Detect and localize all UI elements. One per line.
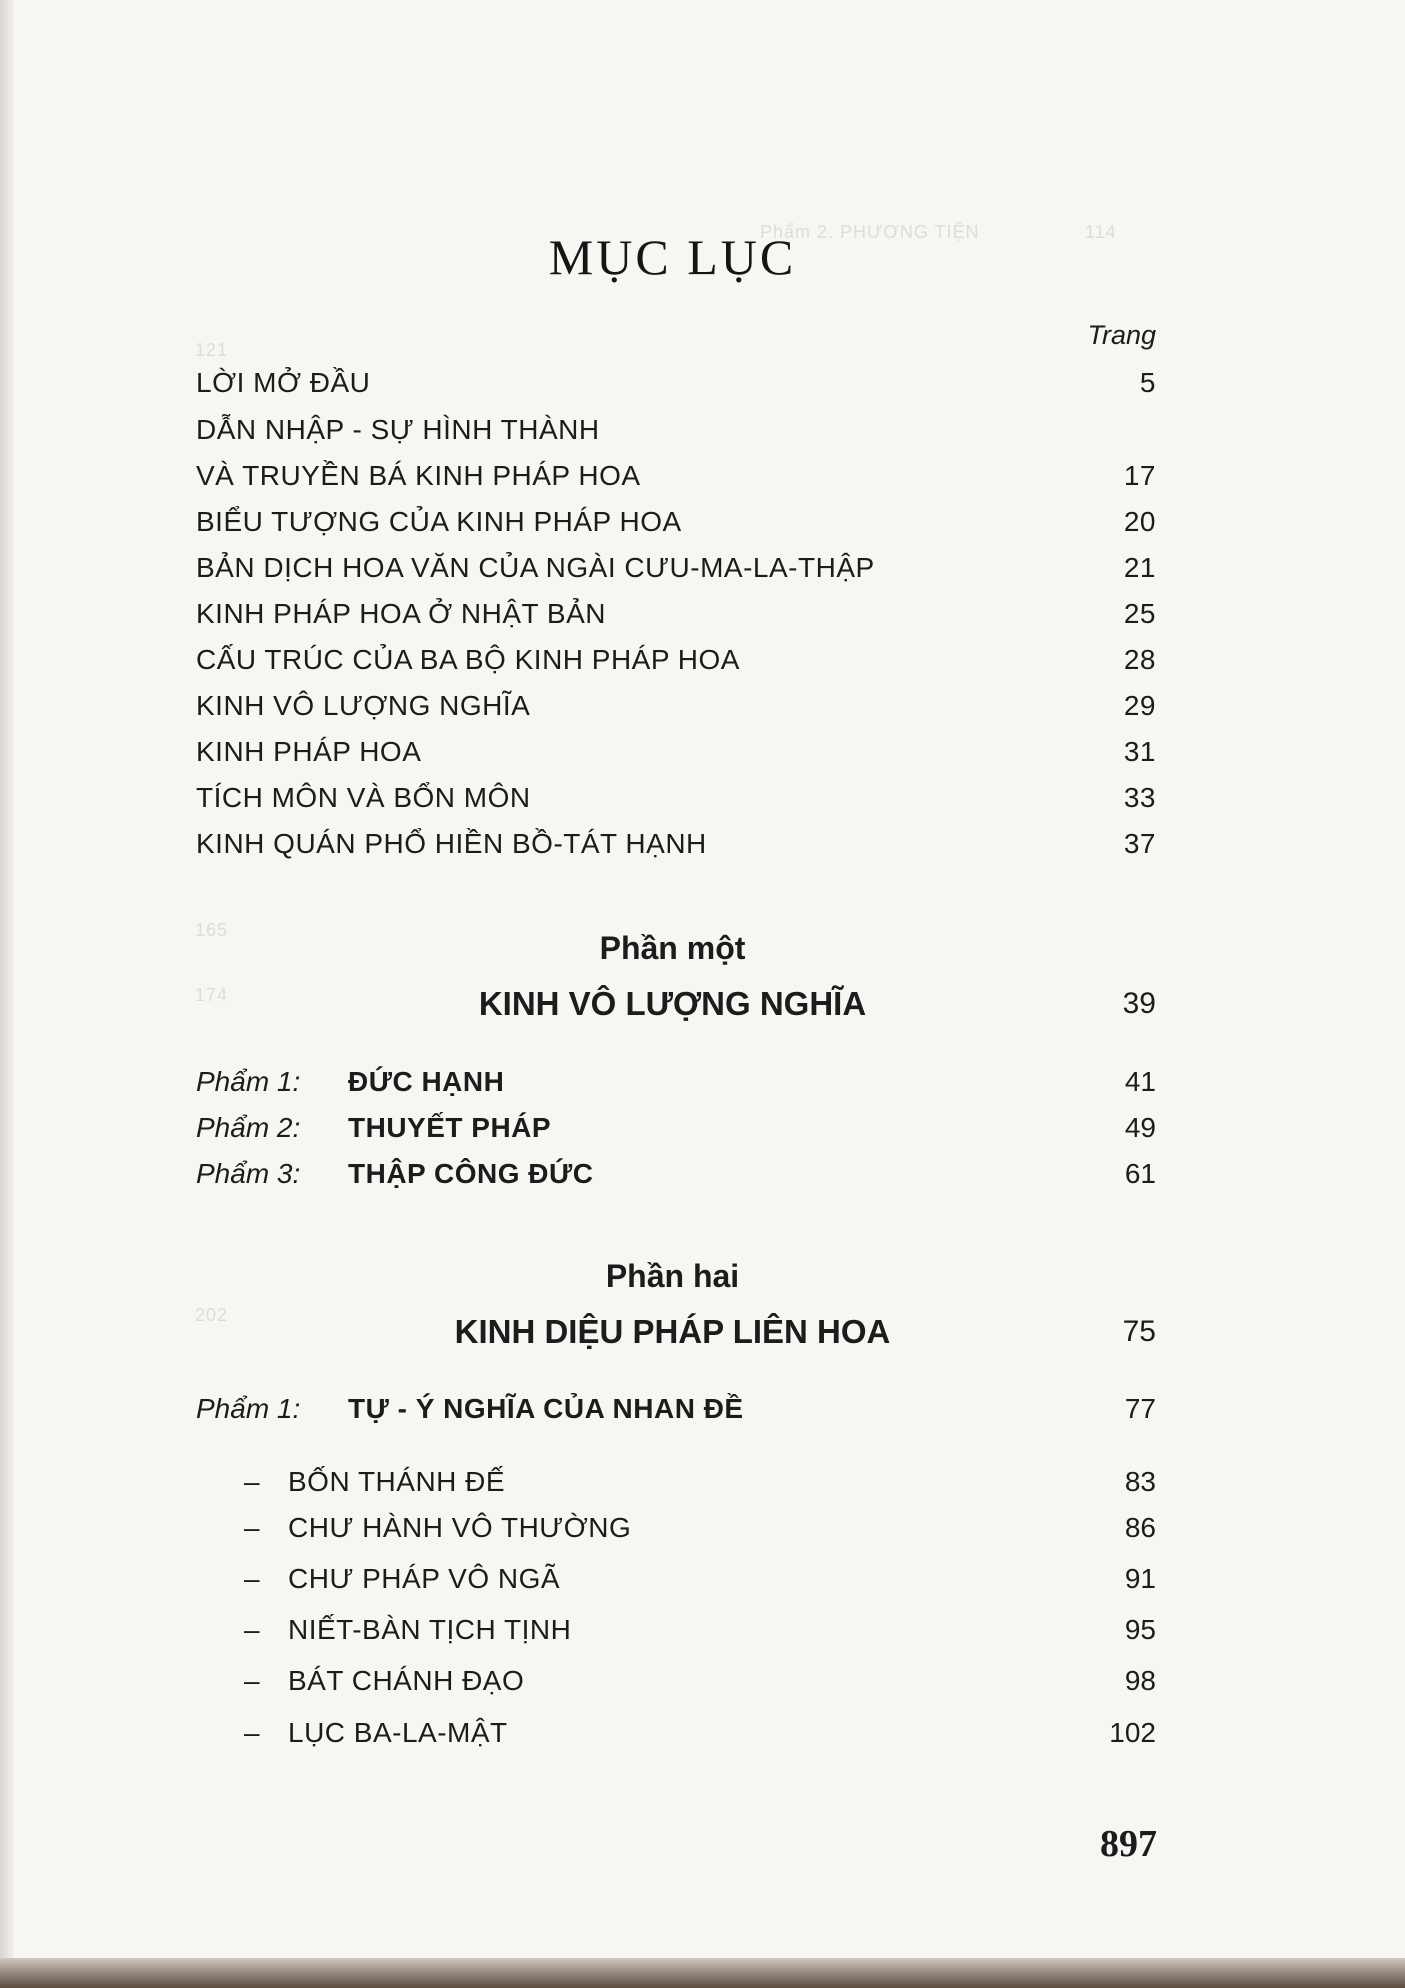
toc-entry: [196, 690, 1156, 730]
toc-entry-title: TÍCH MÔN VÀ BỔN MÔN: [196, 782, 531, 813]
subsection-page: 95: [1124, 1614, 1156, 1645]
bleed-page: 174: [195, 985, 229, 1005]
dash-bullet: –: [244, 1466, 260, 1497]
toc-entry: [196, 736, 1156, 776]
page-edge-bottom: [0, 1958, 1405, 1988]
part-two-title: KINH DIỆU PHÁP LIÊN HOA: [454, 1313, 891, 1350]
toc-entry: [196, 552, 1156, 592]
subsection-title: CHƯ PHÁP VÔ NGÃ: [288, 1563, 561, 1594]
dash-bullet: –: [244, 1665, 260, 1696]
subsection-title: NIẾT-BÀN TỊCH TỊNH: [288, 1614, 572, 1645]
toc-entry-page: 21: [1123, 552, 1156, 583]
bleed-page: 202: [195, 1305, 229, 1325]
chapter-page: 61: [1124, 1158, 1156, 1189]
subsection-title: BỐN THÁNH ĐẾ: [288, 1466, 506, 1497]
toc-entry: [196, 644, 1156, 684]
subsection-page: 91: [1124, 1563, 1156, 1594]
subsection-page: 86: [1124, 1512, 1156, 1543]
toc-entry-title: KINH PHÁP HOA: [196, 736, 422, 767]
subsection-page: 102: [1109, 1717, 1156, 1748]
subsection-page: 83: [1124, 1466, 1156, 1497]
toc-entry-title: BIỂU TƯỢNG CỦA KINH PHÁP HOA: [196, 506, 682, 537]
chapter-label: Phẩm 1:: [196, 1393, 301, 1424]
page-number: 897: [1100, 1823, 1157, 1865]
toc-entry-page: 37: [1123, 828, 1156, 859]
subsection-entry: [244, 1512, 1156, 1552]
toc-entry-page: 25: [1123, 598, 1156, 629]
page-column-label: Trang: [1087, 320, 1156, 350]
chapter-entry: [196, 1393, 1156, 1433]
subsection-page: 98: [1124, 1665, 1156, 1696]
toc-entry-page: 5: [1139, 367, 1156, 398]
chapter-label: Phẩm 2:: [196, 1112, 301, 1143]
chapter-title: ĐỨC HẠNH: [348, 1066, 505, 1097]
toc-entry-title: DẪN NHẬP - SỰ HÌNH THÀNH: [196, 414, 600, 445]
toc-entry: [196, 782, 1156, 822]
chapter-entry: [196, 1158, 1156, 1198]
toc-entry-title: KINH QUÁN PHỔ HIỀN BỒ-TÁT HẠNH: [196, 828, 707, 859]
chapter-page: 77: [1124, 1393, 1156, 1424]
toc-entry: [196, 414, 1156, 454]
chapter-title: TỰ - Ý NGHĨA CỦA NHAN ĐỀ: [348, 1393, 744, 1424]
dash-bullet: –: [244, 1614, 260, 1645]
part-one-page: 39: [1122, 987, 1156, 1020]
subsection-entry: [244, 1665, 1156, 1705]
page-title: MỤC LỤC: [548, 229, 797, 285]
bleed-page: 165: [195, 920, 229, 940]
bleed-page: 114: [1085, 222, 1117, 242]
chapter-page: 49: [1124, 1112, 1156, 1143]
part-two-page: 75: [1122, 1315, 1156, 1348]
toc-entry: [196, 506, 1156, 546]
toc-entry-page: 20: [1123, 506, 1156, 537]
toc-entry-page: 31: [1123, 736, 1156, 767]
chapter-title: THẬP CÔNG ĐỨC: [348, 1158, 594, 1189]
toc-entry-title: KINH PHÁP HOA Ở NHẬT BẢN: [196, 598, 606, 629]
toc-entry-title: LỜI MỞ ĐẦU: [196, 367, 371, 398]
subsection-entry: [244, 1466, 1156, 1506]
toc-entry-title: BẢN DỊCH HOA VĂN CỦA NGÀI CƯU-MA-LA-THẬP: [196, 552, 875, 583]
bleed-page: 121: [195, 340, 229, 360]
subsection-title: BÁT CHÁNH ĐẠO: [288, 1665, 525, 1696]
chapter-title: THUYẾT PHÁP: [348, 1112, 552, 1143]
chapter-entry: [196, 1112, 1156, 1152]
chapter-label: Phẩm 3:: [196, 1158, 301, 1189]
toc-entry-page: 33: [1123, 782, 1156, 813]
bleed-head: Phẩm 2. PHƯƠNG TIỆN: [760, 222, 980, 242]
toc-entry-page: 17: [1123, 460, 1156, 491]
toc-entry: [196, 367, 1156, 407]
subsection-title: LỤC BA-LA-MẬT: [288, 1717, 508, 1748]
toc-entry-page: 29: [1123, 690, 1156, 721]
dash-bullet: –: [244, 1717, 260, 1748]
part-one-label: Phần một: [599, 930, 746, 966]
toc-entry-title: VÀ TRUYỀN BÁ KINH PHÁP HOA: [196, 460, 641, 491]
dash-bullet: –: [244, 1563, 260, 1594]
chapter-page: 41: [1124, 1066, 1156, 1097]
toc-entry-title: CẤU TRÚC CỦA BA BỘ KINH PHÁP HOA: [196, 644, 740, 675]
subsection-entry: [244, 1563, 1156, 1603]
chapter-label: Phẩm 1:: [196, 1066, 301, 1097]
subsection-title: CHƯ HÀNH VÔ THƯỜNG: [288, 1512, 632, 1543]
subsection-entry: [244, 1614, 1156, 1654]
part-two-label: Phần hai: [605, 1258, 740, 1294]
toc-entry: [196, 460, 1156, 500]
dash-bullet: –: [244, 1512, 260, 1543]
chapter-entry: [196, 1066, 1156, 1106]
toc-entry: [196, 828, 1156, 868]
toc-entry-title: KINH VÔ LƯỢNG NGHĨA: [196, 690, 531, 721]
subsection-entry: [244, 1717, 1156, 1757]
toc-entry: [196, 598, 1156, 638]
toc-entry-page: 28: [1123, 644, 1156, 675]
part-one-title: KINH VÔ LƯỢNG NGHĨA: [478, 985, 867, 1022]
